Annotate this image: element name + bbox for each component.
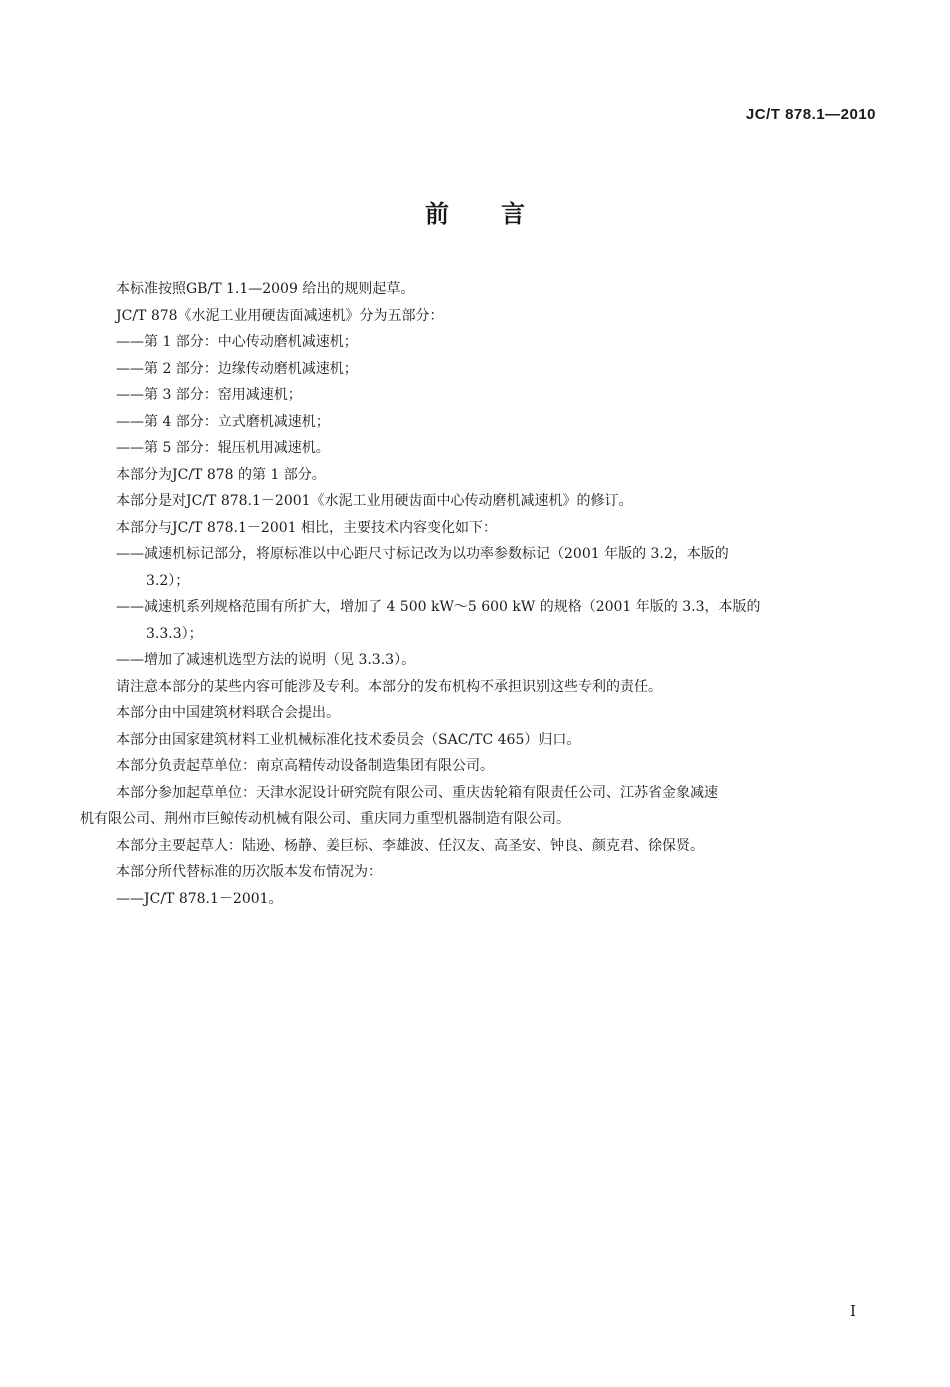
dash-list-continuation: 3.3.3）； xyxy=(146,625,203,642)
dash-list-item: ——增加了减速机选型方法的说明（见 3.3.3）。 xyxy=(116,652,416,668)
dash-list-continuation: 3.2）； xyxy=(146,572,190,589)
paragraph-line: 本部分是对JC/T 878.1－2001《水泥工业用硬齿面中心传动磨机减速机》的修订。 xyxy=(116,493,633,509)
dash-list-item: ——第 2 部分：边缘传动磨机减速机； xyxy=(116,360,358,377)
title-char-1: 前 xyxy=(425,200,449,228)
paragraph-line: 请注意本部分的某些内容可能涉及专利。本部分的发布机构不承担识别这些专利的责任。 xyxy=(116,678,662,695)
title-char-2: 言 xyxy=(501,200,525,228)
dash-list-item: ——第 1 部分：中心传动磨机减速机； xyxy=(116,334,358,350)
foreword-body xyxy=(80,276,880,912)
paragraph-line: 本部分与JC/T 878.1－2001 相比，主要技术内容变化如下： xyxy=(116,519,497,536)
dash-list-item: ——JC/T 878.1－2001。 xyxy=(116,890,283,907)
paragraph-line: 本部分负责起草单位：南京高精传动设备制造集团有限公司。 xyxy=(116,758,494,774)
paragraph-line: 本部分由中国建筑材料联合会提出。 xyxy=(116,705,340,721)
paragraph-continuation: 机有限公司、荆州市巨鲸传动机械有限公司、重庆同力重型机器制造有限公司。 xyxy=(80,811,570,827)
dash-list-item: ——第 3 部分：窑用减速机； xyxy=(116,387,302,403)
paragraph-line: 本部分由国家建筑材料工业机械标准化技术委员会（SAC/TC 465）归口。 xyxy=(116,731,581,748)
dash-list-item: ——减速机标记部分，将原标准以中心距尺寸标记改为以功率参数标记（2001 年版的 3.2，本版的 xyxy=(116,546,729,562)
dash-list-item: ——第 4 部分：立式磨机减速机； xyxy=(116,413,330,430)
paragraph-line: 本部分为JC/T 878 的第 1 部分。 xyxy=(116,466,326,483)
dash-list-item: ——第 5 部分：辊压机用减速机。 xyxy=(116,440,330,456)
paragraph-line: 本部分参加起草单位：天津水泥设计研究院有限公司、重庆齿轮箱有限责任公司、江苏省金象减速 xyxy=(116,784,718,801)
paragraph-line: 本部分所代替标准的历次版本发布情况为： xyxy=(116,864,382,880)
paragraph-line: 本标准按照GB/T 1.1—2009 给出的规则起草。 xyxy=(116,281,415,297)
page-number: I xyxy=(850,1302,856,1320)
standard-code: JC/T 878.1—2010 xyxy=(745,106,876,123)
dash-list-item: ——减速机系列规格范围有所扩大，增加了 4 500 kW～5 600 kW 的规格（2001 年版的 3.3，本版的 xyxy=(116,599,761,615)
paragraph-line: 本部分主要起草人：陆逊、杨静、姜巨标、李雄波、任汉友、高圣安、钟良、颜克君、徐保贤。 xyxy=(116,837,704,854)
page-title xyxy=(0,194,950,229)
paragraph-line: JC/T 878《水泥工业用硬齿面减速机》分为五部分： xyxy=(116,307,444,324)
